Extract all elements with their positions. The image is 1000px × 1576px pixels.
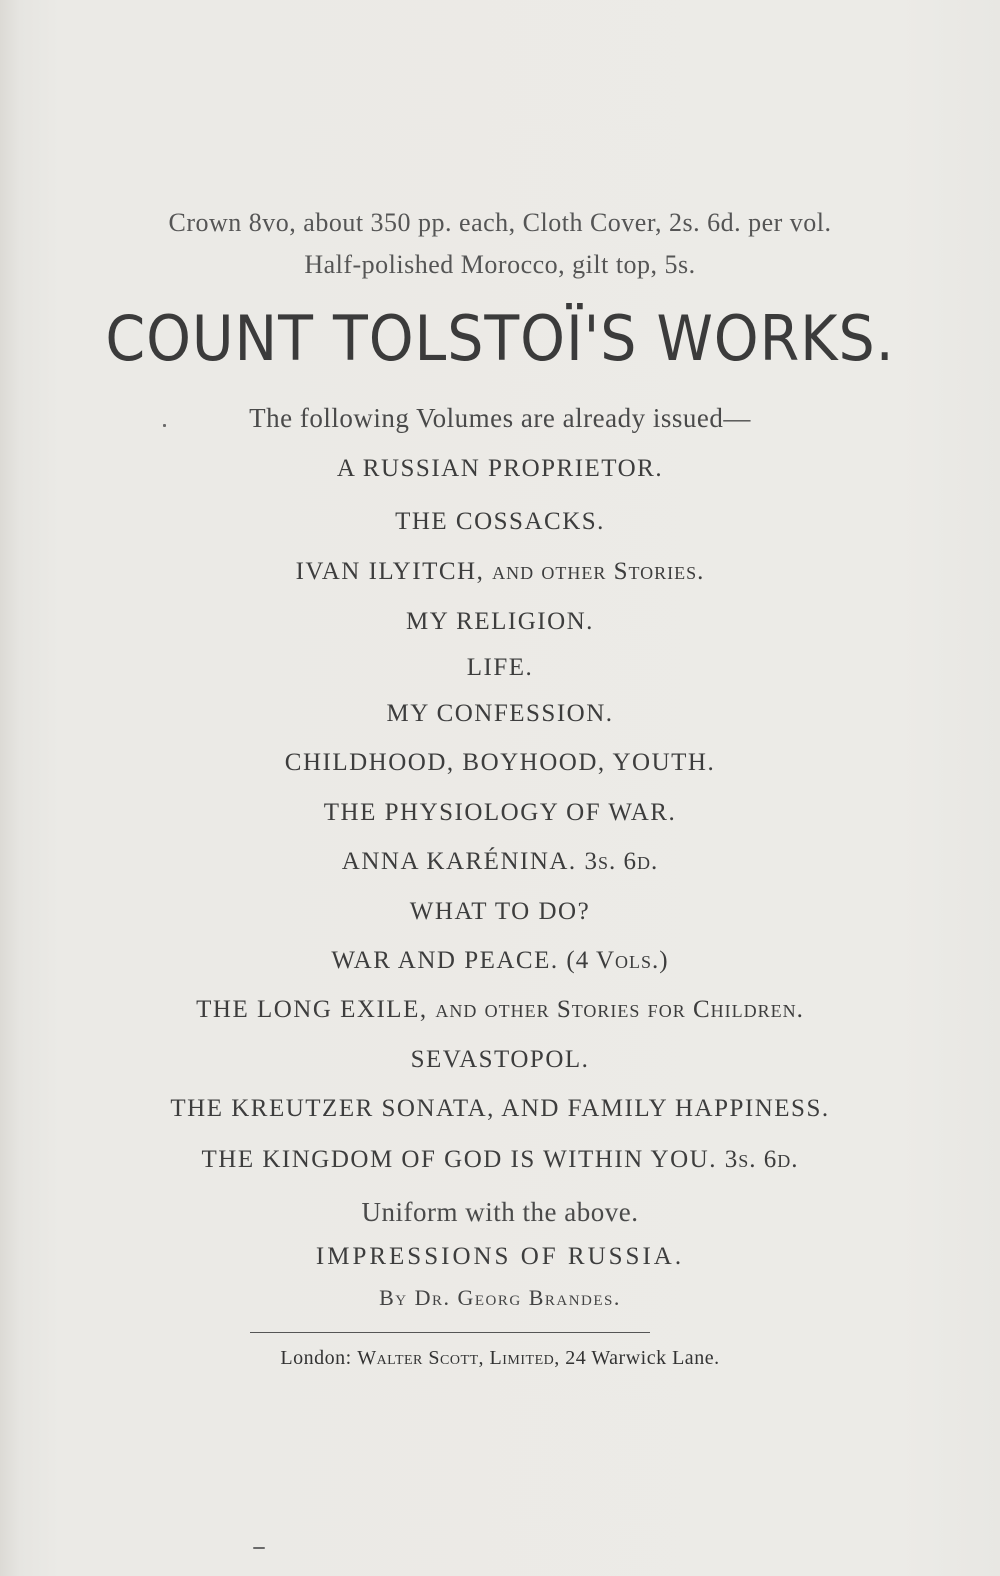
supplement-title: IMPRESSIONS OF RUSSIA. (315, 1243, 685, 1270)
volume-title (0, 749, 1000, 777)
page-title: COUNT TOLSTOÏ'S WORKS. (105, 302, 895, 375)
volume-title-main: THE LONG EXILE, (196, 996, 428, 1023)
volume-title-main: IVAN ILYITCH, (295, 558, 485, 585)
volume-title-main: THE KREUTZER SONATA, AND FAMILY HAPPINESS. (170, 1095, 830, 1122)
volume-title (0, 898, 1000, 926)
volume-title-extra: 3s. 6d. (724, 1146, 799, 1173)
volume-title (0, 996, 1000, 1024)
volume-title (0, 558, 1000, 586)
imprint-address: 24 Warwick Lane. (565, 1347, 720, 1369)
imprint-prefix: London: (280, 1347, 352, 1369)
volume-title (0, 1046, 1000, 1074)
intro-line: The following Volumes are already issued— (249, 403, 751, 433)
volume-title-main: WAR AND PEACE. (331, 947, 559, 974)
imprint-publisher: Walter Scott, Limited, (357, 1347, 560, 1369)
volume-title-main: WHAT TO DO? (409, 898, 591, 925)
volume-title-extra: (4 Vols.) (566, 947, 669, 974)
volume-title (0, 1146, 1000, 1174)
volume-title-main: MY RELIGION. (406, 608, 594, 635)
uniform-note: Uniform with the above. (361, 1197, 639, 1227)
volume-title (0, 508, 1000, 536)
ink-speck (163, 424, 166, 427)
volume-title-main: THE COSSACKS. (395, 508, 605, 535)
volume-title-main: MY CONFESSION. (386, 700, 614, 727)
volume-title (0, 700, 1000, 728)
volume-title-main: SEVASTOPOL. (410, 1046, 590, 1073)
volume-title-main: CHILDHOOD, BOYHOOD, YOUTH. (284, 749, 716, 776)
terms-line-2: Half-polished Morocco, gilt top, 5s. (304, 250, 696, 279)
ink-speck (253, 1547, 265, 1549)
volume-title-extra: and other Stories. (492, 558, 705, 585)
volume-title (0, 848, 1000, 876)
publisher-imprint (0, 1347, 1000, 1370)
volume-title (0, 1095, 1000, 1123)
volume-title (0, 799, 1000, 827)
terms-line-1: Crown 8vo, about 350 pp. each, Cloth Cover, 2s. 6d. per vol. (168, 208, 832, 237)
volume-title-main: THE PHYSIOLOGY OF WAR. (323, 799, 677, 826)
volume-title-main: LIFE. (466, 654, 534, 681)
supplement-byline: By Dr. Georg Brandes. (379, 1285, 621, 1310)
volume-title (0, 455, 1000, 483)
divider-rule (250, 1332, 650, 1333)
volume-title (0, 654, 1000, 682)
volume-title-main: THE KINGDOM OF GOD IS WITHIN YOU. (201, 1146, 717, 1173)
volume-title-extra: and other Stories for Children. (435, 996, 804, 1023)
volume-title (0, 608, 1000, 636)
volume-title-extra: 3s. 6d. (584, 848, 659, 875)
volume-title-main: ANNA KARÉNINA. (341, 848, 577, 875)
volume-title-main: A RUSSIAN PROPRIETOR. (336, 455, 664, 482)
volume-title (0, 947, 1000, 975)
